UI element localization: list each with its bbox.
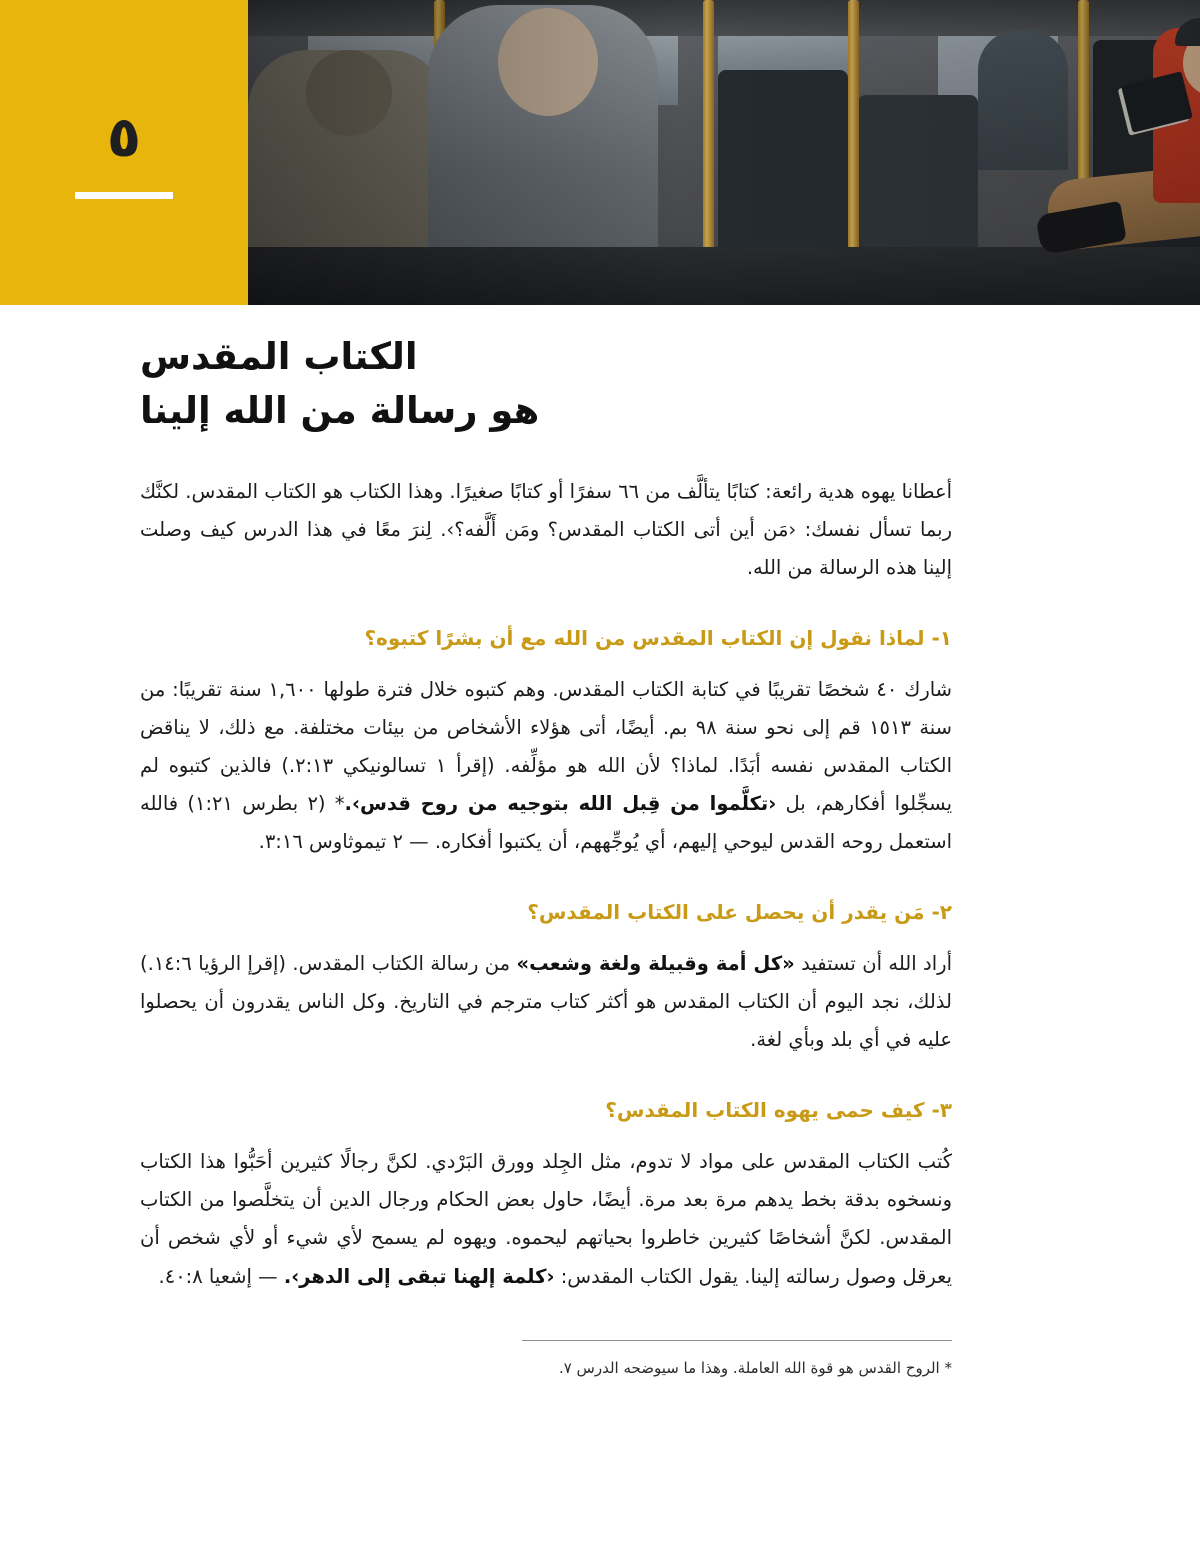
page-title-line-1: الكتاب المقدس (140, 335, 418, 378)
lesson-badge-rule (75, 192, 173, 199)
page-header-band (0, 0, 1200, 305)
footnote-divider (522, 1340, 952, 1341)
paragraph-text-run: — إشعيا ٤٠:٨. (158, 1264, 284, 1288)
section-heading-3: ٣- كيف حمى يهوه الكتاب المقدس؟ (605, 1098, 952, 1123)
paragraph-text-run: كُتب الكتاب المقدس على مواد لا تدوم، مثل الجِلد وورق البَرْدي. لكنَّ رجالًا كثيرين أحَبُّوا هذا الكتاب ونسخوه بدقة بخط يدهم مرة بعد مرة. أيضًا، حاول بعض الحكام ورجال الدين أن يتخلَّصوا من الكتاب المقدس. لكنَّ أشخاصًا كثيرين خاطروا بحياتهم ليحموه. ويهوه لم يسمح لأي شيء أو لأي شخص أن يعرقل وصول رسالته إلينا. يقول الكتاب المقدس: (140, 1150, 952, 1288)
section-heading-2: ٢- مَن يقدر أن يحصل على الكتاب المقدس؟ (527, 900, 952, 925)
article-body (140, 330, 952, 1382)
section-paragraph-1 (140, 671, 952, 861)
page-title (140, 330, 952, 437)
emphasized-scripture-text: ‹تكلَّموا من قِبل الله بتوجيه من روح قدس›. (344, 792, 777, 816)
emphasized-scripture-text: ‹كلمة إلهنا تبقى إلى الدهر›. (283, 1264, 555, 1288)
page-title-line-2: هو رسالة من الله إلينا (140, 388, 540, 432)
paragraph-text-run: أراد الله أن تستفيد (794, 952, 952, 976)
lesson-number-badge (0, 0, 248, 305)
header-photo (248, 0, 1200, 305)
emphasized-scripture-text: «كل أمة وقبيلة ولغة وشعب» (516, 952, 795, 976)
paragraph-text-run: شارك ٤٠ شخصًا تقريبًا في كتابة الكتاب المقدس. وهم كتبوه خلال فترة طولها ١,٦٠٠ سنة تقريبًا: من سنة ١٥١٣ قم إلى نحو سنة ٩٨ بم. أيضًا، أتى هؤلاء الأشخاص من بيئات مختلفة. مع ذلك، لا يناقض الكتاب المقدس نفسه أبَدًا. لماذا؟ لأن الله هو مؤلِّفه. (إقرأ ١ تسالونيكي ٢:١٣.) فالذين كتبوه لم يسجِّلوا أفكارهم، بل (140, 678, 953, 816)
intro-paragraph: أعطانا يهوه هدية رائعة: كتابًا يتألَّف من ٦٦ سفرًا أو كتابًا صغيرًا. وهذا الكتاب هو الكتاب المقدس. لكنَّك ربما تسأل نفسك: ‹مَن أين أتى الكتاب المقدس؟ ومَن أَلَّفه؟›. لِنرَ معًا في هذا الدرس كيف وصلت إلينا هذه الرسالة من الله. (140, 480, 952, 580)
footnote-text: * الروح القدس هو قوة الله العاملة. وهذا ما سيوضحه الدرس ٧. (558, 1358, 952, 1377)
section-paragraph-2 (140, 945, 952, 1059)
paragraph-text-run: * (٢ بطرس ١:٢١) فالله استعمل روحه القدس ليوحي إليهم، أي يُوجِّههم، أن يكتبوا أفكاره. — ٢ تيموثاوس ٣:١٦. (140, 792, 952, 854)
lesson-number: ٥ (106, 105, 142, 170)
section-heading-1: ١- لماذا نقول إن الكتاب المقدس من الله مع أن بشرًا كتبوه؟ (364, 626, 952, 651)
photo-shading-overlay (248, 0, 1200, 305)
section-paragraph-3 (140, 1143, 952, 1295)
paragraph-text-run: من رسالة الكتاب المقدس. (إقرإ الرؤيا ١٤:٦.) لذلك، نجد اليوم أن الكتاب المقدس هو أكثر كتاب مترجم في التاريخ. وكل الناس يقدرون أن يحصلوا عليه في أي بلد وبأي لغة. (140, 952, 952, 1052)
